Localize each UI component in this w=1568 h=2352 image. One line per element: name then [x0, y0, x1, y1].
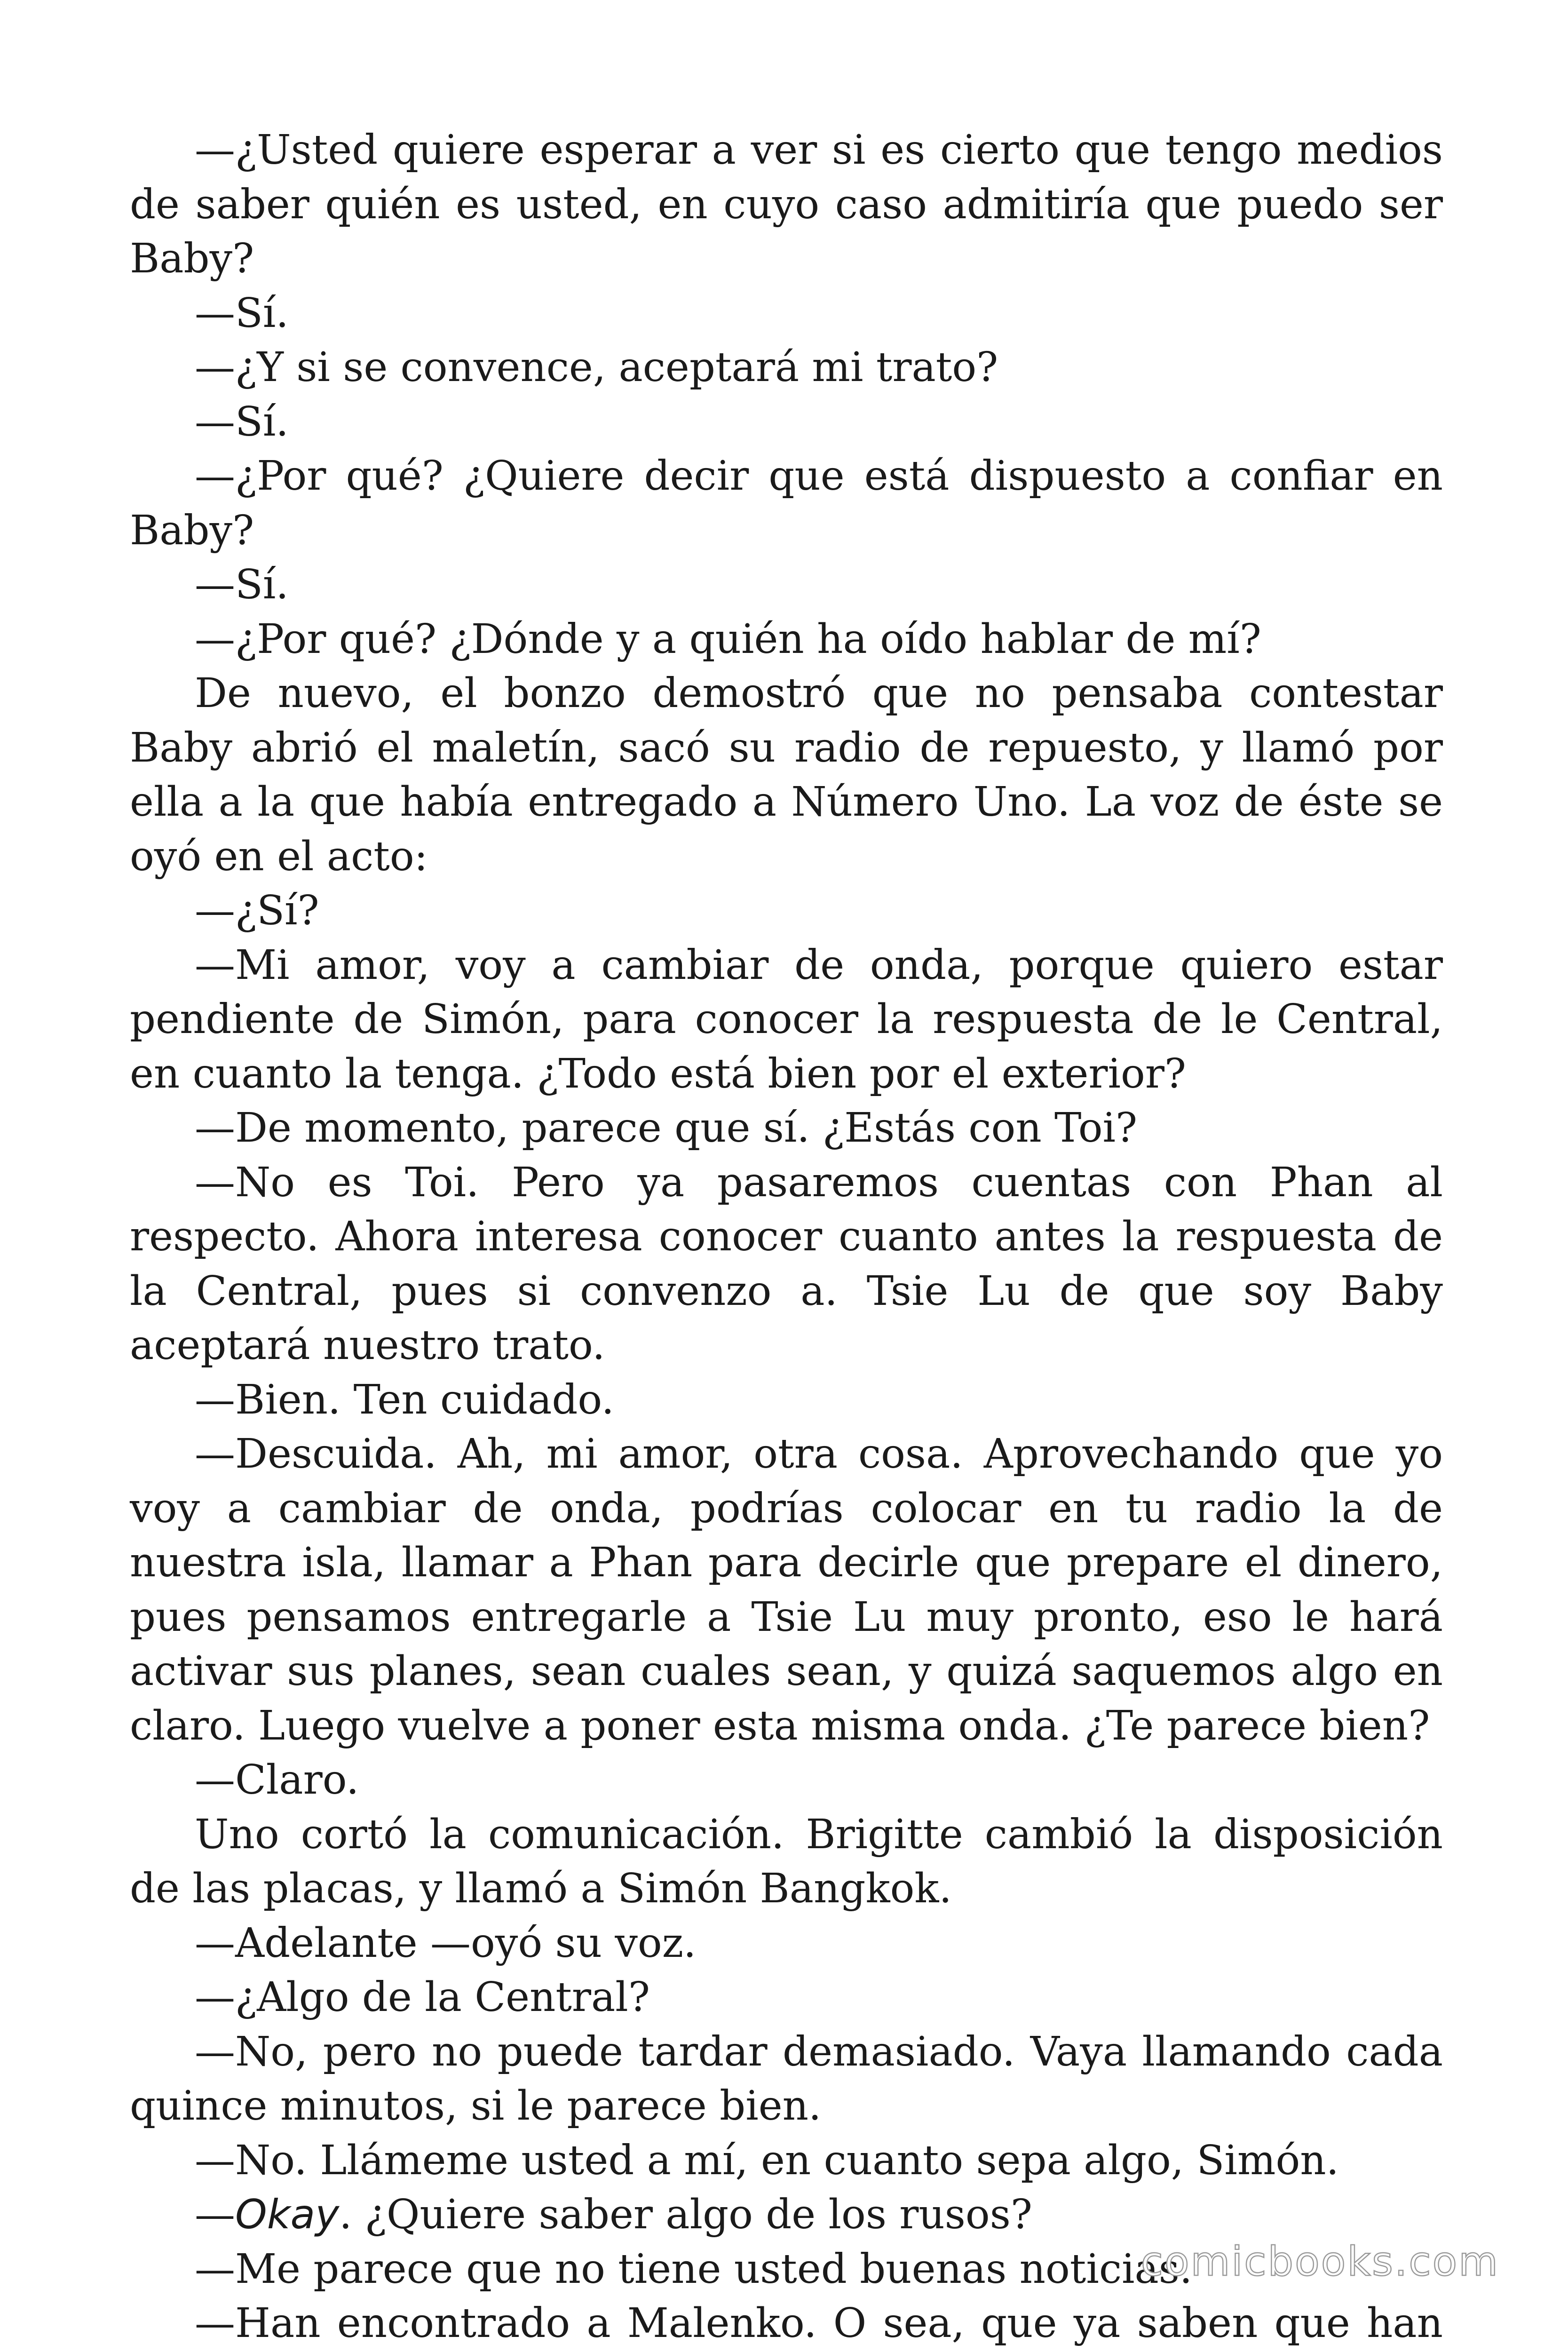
paragraph-18: —¿Algo de la Central?	[195, 1974, 650, 2021]
paragraph-20: —No. Llámeme usted a mí, en cuanto sepa algo, Simón.	[195, 2137, 1339, 2184]
paragraph-14: —Descuida. Ah, mi amor, otra cosa. Aprovechando que yo voy a cambiar de onda, podrías colocar en tu radio la de nuestra isla, llamar a Phan para decirle que prepare el dinero, pues pensamos entregarle a Tsie Lu muy pronto, eso le hará activar sus planes, sean cuales sean, y quizá saquemos algo en claro. Luego vuelve a poner esta misma onda. ¿Te parece bien?	[130, 1430, 1443, 1749]
paragraph-3: —¿Y si se convence, aceptará mi trato?	[195, 344, 998, 391]
paragraph-11: —De momento, parece que sí. ¿Estás con Toi?	[195, 1104, 1138, 1152]
paragraph-2: —Sí.	[195, 289, 289, 337]
paragraph-19: —No, pero no puede tardar demasiado. Vaya llamando cada quince minutos, si le parece bien.	[130, 2028, 1443, 2130]
paragraph-8: De nuevo, el bonzo demostró que no pensaba contestar Baby abrió el maletín, sacó su radio de repuesto, y llamó por ella a la que había entregado a Número Uno. La voz de éste se oyó en el acto:	[130, 670, 1443, 880]
paragraph-12: —No es Toi. Pero ya pasaremos cuentas con Phan al respecto. Ahora interesa conocer cuanto antes la respuesta de la Central, pues si convenzo a. Tsie Lu de que soy Baby aceptará nuestro trato.	[130, 1159, 1443, 1369]
okay-italic-word: Okay	[235, 2191, 340, 2238]
paragraph-okay	[130, 2188, 1443, 2242]
paragraph-5: —¿Por qué? ¿Quiere decir que está dispuesto a confiar en Baby?	[130, 453, 1443, 554]
watermark: comicbooks.com	[1140, 2238, 1499, 2285]
paragraph-16: Uno cortó la comunicación. Brigitte cambió la disposición de las placas, y llamó a Simón Bangkok.	[130, 1811, 1443, 1912]
paragraph-15: —Claro.	[195, 1756, 359, 1804]
paragraph-22: —Me parece que no tiene usted buenas noticias.	[195, 2245, 1193, 2293]
paragraph-17: —Adelante —oyó su voz.	[195, 1919, 697, 1967]
paragraph-9: —¿Sí?	[195, 887, 319, 934]
okay-dash: —	[195, 2191, 235, 2238]
okay-rest: . ¿Quiere saber algo de los rusos?	[339, 2191, 1032, 2238]
paragraph-6: —Sí.	[195, 561, 289, 608]
paragraph-1: —¿Usted quiere esperar a ver si es cierto que tengo medios de saber quién es usted, en cuyo caso admitiría que puedo ser Baby?	[130, 127, 1443, 282]
paragraph-4: —Sí.	[195, 398, 289, 445]
paragraph-10: —Mi amor, voy a cambiar de onda, porque quiero estar pendiente de Simón, para conocer la respuesta de le Central, en cuanto la tenga. ¿Todo está bien por el exterior?	[130, 941, 1443, 1097]
paragraph-23: —Han encontrado a Malenko. O sea, que ya saben que han	[195, 2300, 1443, 2347]
paragraph-7: —¿Por qué? ¿Dónde y a quién ha oído hablar de mí?	[195, 615, 1261, 663]
paragraph-13: —Bien. Ten cuidado.	[195, 1376, 614, 1423]
